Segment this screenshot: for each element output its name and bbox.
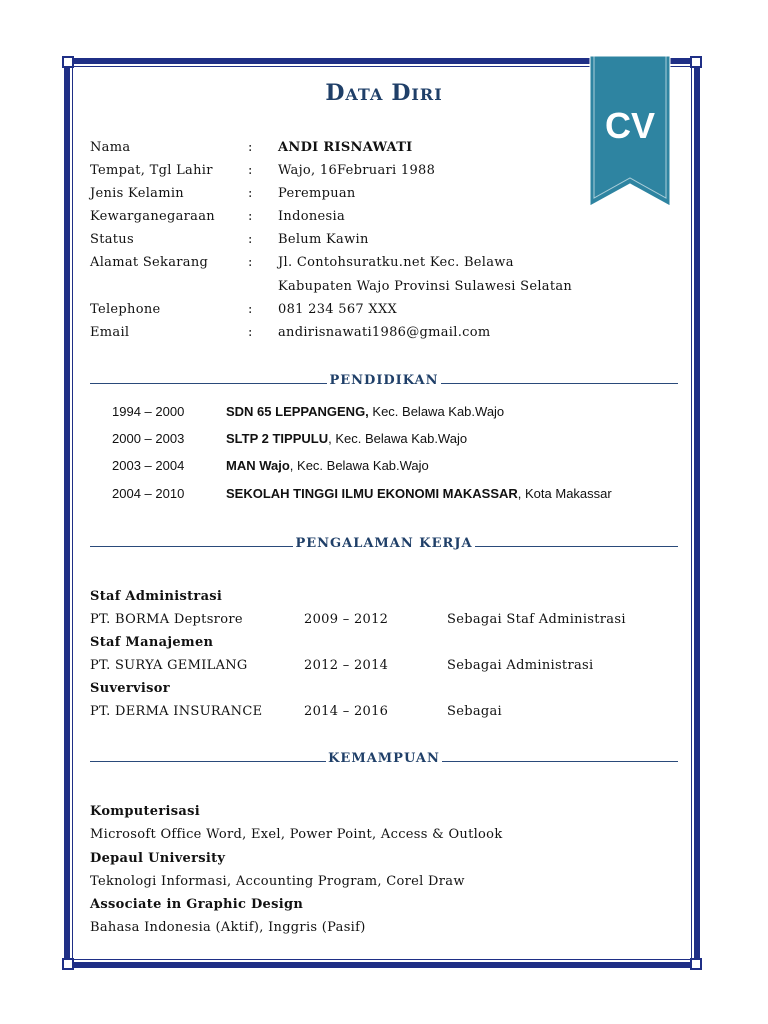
experience-desc: Sebagai Staf Administrasi	[447, 612, 626, 627]
education-years: 2004 – 2010	[112, 486, 185, 501]
education-years: 1994 – 2000	[112, 404, 185, 419]
experience-role: Staf Manajemen	[90, 635, 214, 650]
education-years: 2003 – 2004	[112, 458, 185, 473]
page-title: DATA DIRI	[325, 80, 443, 106]
education-entry: MAN Wajo, Kec. Belawa Kab.Wajo	[226, 458, 429, 473]
skill-detail: Bahasa Indonesia (Aktif), Inggris (Pasif)	[90, 920, 366, 935]
skill-heading: Komputerisasi	[90, 804, 200, 819]
label-kewarganegaraan: Kewarganegaraan	[90, 209, 215, 224]
value-status: Belum Kawin	[278, 232, 369, 247]
value-alamat-line2: Kabupaten Wajo Provinsi Sulawesi Selatan	[278, 279, 573, 294]
skill-heading: Depaul University	[90, 851, 226, 866]
experience-desc: Sebagai Administrasi	[447, 658, 594, 673]
experience-company: PT. BORMA Deptsrore	[90, 612, 243, 627]
experience-desc: Sebagai	[447, 704, 503, 719]
experience-period: 2012 – 2014	[304, 658, 389, 673]
label-ttl: Tempat, Tgl Lahir	[90, 163, 213, 178]
corner-ornament	[690, 958, 702, 970]
experience-company: PT. DERMA INSURANCE	[90, 704, 263, 719]
skill-heading: Associate in Graphic Design	[90, 897, 304, 912]
education-entry: SLTP 2 TIPPULU, Kec. Belawa Kab.Wajo	[226, 431, 468, 446]
skill-detail: Teknologi Informasi, Accounting Program, Corel Draw	[90, 874, 465, 889]
experience-role: Staf Administrasi	[90, 589, 223, 604]
label-alamat: Alamat Sekarang	[90, 255, 209, 270]
value-kewarganegaraan: Indonesia	[278, 209, 346, 224]
corner-ornament	[62, 56, 74, 68]
label-jenis-kelamin: Jenis Kelamin	[90, 186, 184, 201]
section-title-pengalaman: PENGALAMAN KERJA	[295, 536, 473, 551]
value-telephone: 081 234 567 XXX	[278, 302, 398, 317]
section-title-kemampuan: KEMAMPUAN	[328, 751, 440, 766]
value-email: andirisnawati1986@gmail.com	[278, 325, 491, 340]
education-entry: SDN 65 LEPPANGENG, Kec. Belawa Kab.Wajo	[226, 404, 505, 419]
experience-period: 2014 – 2016	[304, 704, 389, 719]
education-entry: SEKOLAH TINGGI ILMU EKONOMI MAKASSAR, Kota Makassar	[226, 486, 612, 501]
corner-ornament	[62, 958, 74, 970]
corner-ornament	[690, 56, 702, 68]
label-nama: Nama	[90, 140, 131, 155]
section-title-pendidikan: PENDIDIKAN	[329, 373, 439, 388]
experience-company: PT. SURYA GEMILANG	[90, 658, 248, 673]
value-ttl: Wajo, 16Februari 1988	[278, 163, 436, 178]
label-email: Email	[90, 325, 130, 340]
experience-period: 2009 – 2012	[304, 612, 389, 627]
skill-detail: Microsoft Office Word, Exel, Power Point, Access & Outlook	[90, 827, 503, 842]
education-years: 2000 – 2003	[112, 431, 185, 446]
label-status: Status	[90, 232, 134, 247]
experience-role: Suvervisor	[90, 681, 170, 696]
cv-badge-text: CV	[604, 105, 656, 146]
value-nama: ANDI RISNAWATI	[278, 140, 413, 155]
value-jenis-kelamin: Perempuan	[278, 186, 356, 201]
label-telephone: Telephone	[90, 302, 161, 317]
value-alamat: Jl. Contohsuratku.net Kec. Belawa	[278, 255, 514, 270]
